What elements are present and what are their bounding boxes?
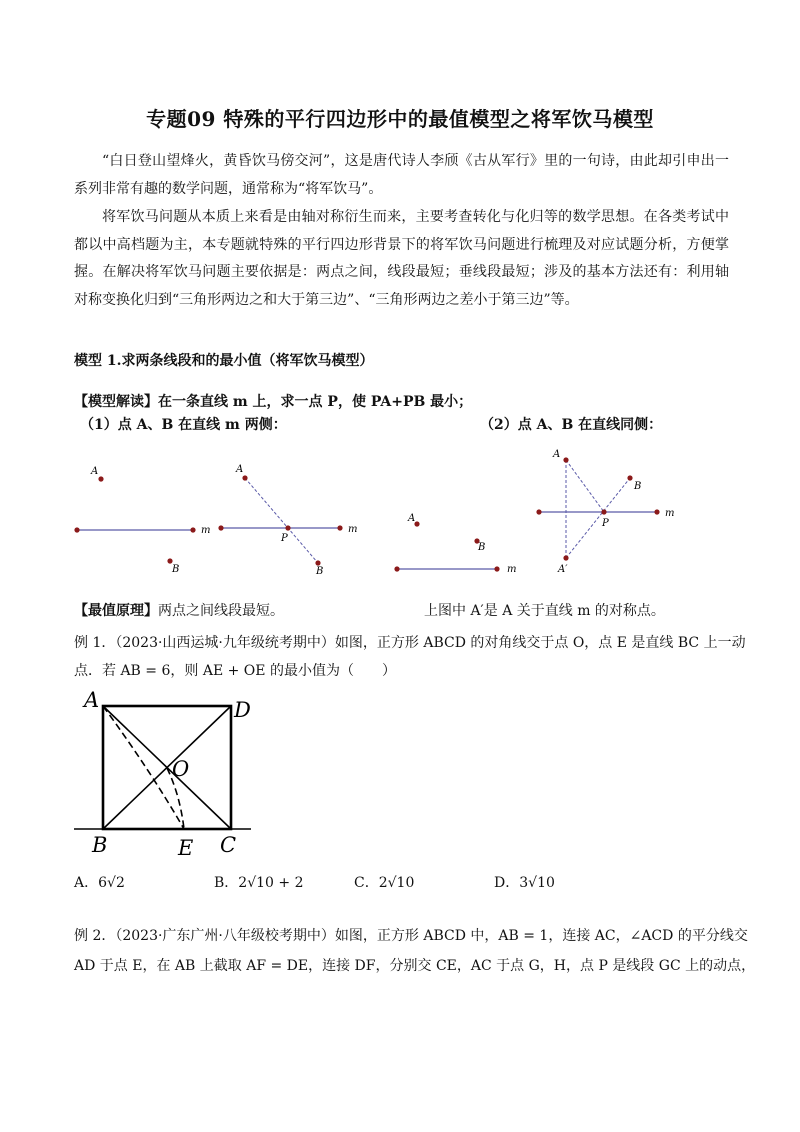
example1-line1: 例 1．（2023·山西运城·九年级统考期中）如图，正方形 ABCD 的对角线交于点 O，点 E 是直线 BC 上一动 <box>74 635 746 651</box>
point-B-1 <box>167 558 172 563</box>
point-m1-right <box>190 527 195 532</box>
point-P-4 <box>601 509 606 514</box>
point-A-prime <box>563 555 568 560</box>
example1-line2: 点．若 AB = 6，则 AE + OE 的最小值为（ ） <box>74 663 396 679</box>
label-B-2: B <box>316 566 324 577</box>
intro-paragraph-1: “白日登山望烽火，黄昏饮马傍交河”，这是唐代诗人李颀《古从军行》里的一句诗，由此却引申出一系列非常有趣的数学问题，通常称为“将军饮马”。 <box>74 153 729 197</box>
square-label-B: B <box>92 833 108 857</box>
label-A-4: A <box>553 449 561 460</box>
principle-label: 【最值原理】 <box>74 603 158 619</box>
label-B-3: B <box>478 542 486 553</box>
segment-APB <box>245 478 318 563</box>
square-label-O: O <box>172 757 190 781</box>
choice-d[interactable] <box>494 872 555 892</box>
square-label-D: D <box>234 698 251 722</box>
choice-b[interactable] <box>214 872 303 892</box>
choice-d-value: 3√10 <box>519 875 555 891</box>
figure-1-original <box>74 466 210 575</box>
choice-a[interactable] <box>74 872 125 892</box>
choice-a-label: A． <box>74 875 99 891</box>
point-B-4 <box>627 475 632 480</box>
point-B-2 <box>315 560 320 565</box>
interp-text: 在一条直线 m 上，求一点 P，使 PA+PB 最小； <box>158 394 473 410</box>
label-A-prime: A′ <box>558 564 568 575</box>
choice-b-label: B． <box>214 875 239 891</box>
point-A-2 <box>242 475 247 480</box>
label-P-2: P <box>281 533 288 544</box>
label-A-2: A <box>236 464 244 475</box>
point-m3-left <box>394 566 399 571</box>
case2-label: （2）点 A、B 在直线同侧： <box>480 417 663 433</box>
choice-b-value: 2√10 + 2 <box>238 875 304 891</box>
choice-d-label: D． <box>494 875 520 891</box>
label-m-2: m <box>348 524 358 535</box>
square-label-A: A <box>84 688 100 712</box>
principle-note: 上图中 A′是 A 关于直线 m 的对称点。 <box>424 603 665 619</box>
square-figure <box>74 688 251 860</box>
intro-paragraph-2: 将军饮马问题从本质上来看是由轴对称衍生而来，主要考查转化与化归等的数学思想。在各类考试中都以中高档题为主，本专题就特殊的平行四边形背景下的将军饮马问题进行梳理及对应试题分析，方便掌握。在解决将军饮马问题主要依据是：两点之间，线段最短；垂线段最短；涉及的基本方法还有：利用轴对称变换化归到“三角形两边之和大于第三边”、“三角形两边之差小于第三边”等。 <box>74 209 729 308</box>
point-m4-right <box>654 509 659 514</box>
example2-line2: AD 于点 E，在 AB 上截取 AF = DE，连接 DF，分别交 CE，AC 于点 G，H，点 P 是线段 GC 上的动点， <box>74 958 756 974</box>
case1-label: （1）点 A、B 在直线 m 两侧： <box>80 417 287 433</box>
point-P-2 <box>285 525 290 530</box>
square-label-C: C <box>220 833 237 857</box>
square-label-E: E <box>178 836 194 860</box>
label-A-3: A <box>408 513 416 524</box>
point-m1-left <box>74 527 79 532</box>
example2-line1: 例 2．（2023·广东广州·八年级校考期中）如图，正方形 ABCD 中，AB = 1，连接 AC，∠ACD 的平分线交 <box>74 928 748 944</box>
choice-c-label: C． <box>354 875 379 891</box>
point-m2-right <box>337 525 342 530</box>
label-m-1: m <box>201 525 211 536</box>
figure-2-solution <box>218 464 357 577</box>
label-m-4: m <box>665 508 675 519</box>
choice-c[interactable] <box>354 872 414 892</box>
label-A-1: A <box>91 466 99 477</box>
point-A-4 <box>563 457 568 462</box>
label-B-4: B <box>634 481 642 492</box>
point-m2-left <box>218 525 223 530</box>
label-m-3: m <box>507 564 517 575</box>
segment-AP <box>566 460 604 512</box>
point-A-1 <box>98 476 103 481</box>
point-m3-right <box>494 566 499 571</box>
model1-heading: 模型 1.求两条线段和的最小值（将军饮马模型） <box>74 353 374 369</box>
page-title: 专题09 特殊的平行四边形中的最值模型之将军饮马模型 <box>146 107 654 131</box>
principle-line <box>74 600 284 620</box>
figure-4-solution <box>536 449 674 575</box>
principle-text: 两点之间线段最短。 <box>158 603 284 619</box>
interp-label: 【模型解读】 <box>74 394 158 410</box>
figure-3-original <box>394 513 516 575</box>
point-m4-left <box>536 509 541 514</box>
label-P-4: P <box>602 518 609 529</box>
choice-a-value: 6√2 <box>98 875 125 891</box>
choice-c-value: 2√10 <box>378 875 415 891</box>
label-B-1: B <box>172 564 180 575</box>
segment-A-prime-B <box>566 478 630 558</box>
